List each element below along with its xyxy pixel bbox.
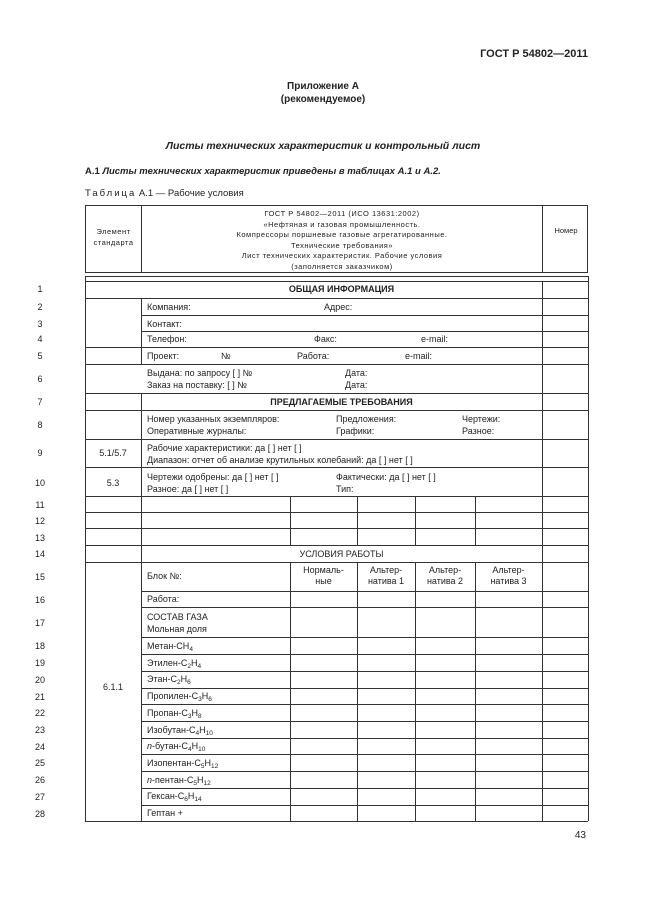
misc-label[interactable]: Разное: (462, 426, 495, 436)
gas-component[interactable]: $n-бутан-C_4H_{10}$ (147, 741, 206, 754)
row-number: 18 (34, 641, 45, 651)
schedules-label[interactable]: Графики: (336, 426, 375, 436)
order-label[interactable]: Заказ на поставку: [ ] № (147, 380, 247, 390)
gas-component[interactable]: Изопентан-$C_5H_{12}$ (147, 757, 219, 770)
grid-line-v (475, 496, 476, 545)
gas-component[interactable]: Пропилен-$C_3H_6$ (147, 691, 212, 704)
col-alt2 (415, 565, 475, 587)
page-number: 43 (574, 830, 586, 841)
header-title-line6: (заполняется заказчиком) (291, 261, 393, 271)
row-number: 8 (37, 420, 43, 430)
project-label[interactable]: Проект: (147, 351, 180, 361)
row-number: 26 (34, 775, 45, 785)
row-number: 6 (37, 374, 43, 384)
header-title-line3: Компрессоры поршневые газовые агрегатированные. (236, 230, 448, 239)
row-number: 14 (34, 549, 45, 559)
grid-line-h (85, 347, 588, 348)
col-alt3 (475, 565, 542, 587)
job-label[interactable]: Работа: (297, 351, 330, 361)
grid-line-h (141, 331, 588, 332)
grid-line-h (85, 276, 588, 277)
grid-line-h (141, 671, 588, 672)
grid-line-h (85, 512, 588, 513)
col-alt2-line1: Альтер- (428, 565, 462, 575)
header-element-column (86, 206, 142, 272)
misc-yes-no-label[interactable]: Разное: да [ ] нет [ ] (147, 484, 229, 494)
logs-label[interactable]: Оперативные журналы: (147, 426, 247, 436)
col-alt1 (357, 565, 415, 587)
grid-line-v (357, 562, 358, 821)
fax-label[interactable]: Факс: (314, 334, 337, 344)
grid-line-h (141, 721, 588, 722)
row-number: 24 (34, 742, 45, 752)
email-label[interactable]: e-mail: (421, 334, 449, 344)
grid-line-h (85, 562, 588, 563)
intro-paragraph (85, 166, 441, 177)
element-6-1-1: 6.1.1 (102, 682, 124, 692)
row-number: 23 (34, 725, 45, 735)
company-label[interactable]: Компания: (147, 302, 191, 312)
header-title-line2: «Нефтяная и газовая промышленность. (263, 219, 421, 229)
section-title: Листы технических характеристик и контрольный лист (165, 140, 481, 152)
row-number: 3 (37, 319, 43, 329)
drawings-approved-label[interactable]: Чертежи одобрены: да [ ] нет [ ] (147, 472, 279, 482)
issued-date-label[interactable]: Дата: (345, 368, 368, 378)
project-number-label[interactable]: № (221, 351, 231, 361)
gas-component[interactable]: $n-пентан-C_5H_{12}$ (147, 774, 211, 787)
row-number: 19 (34, 658, 45, 668)
grid-line-h (141, 688, 588, 689)
type-label[interactable]: Тип: (336, 484, 354, 494)
row-general-info-title: ОБЩАЯ ИНФОРМАЦИЯ (288, 284, 395, 294)
intro-text: Листы технических характеристик приведены в таблицах А.1 и А.2. (102, 166, 441, 177)
grid-line-h (141, 654, 588, 655)
grid-line-h (85, 364, 588, 365)
table-caption-word: Таблица (85, 188, 137, 199)
col-alt3-line1: Альтер- (492, 565, 525, 575)
grid-line-v (542, 281, 543, 821)
gas-component[interactable]: Этилен-$C_2H_4$ (147, 657, 202, 670)
appendix-title: Приложение А (287, 81, 359, 92)
element-5-3: 5.3 (106, 478, 120, 488)
grid-line-h (85, 393, 588, 394)
grid-line-h (141, 315, 588, 316)
row-number: 21 (34, 692, 45, 702)
row-number: 2 (37, 302, 43, 312)
grid-line-h (85, 496, 588, 497)
row-number: 28 (34, 809, 45, 819)
row-number: 12 (34, 516, 45, 526)
row-operating-conditions-title: УСЛОВИЯ РАБОТЫ (299, 549, 384, 559)
mole-fraction-label: Мольная доля (147, 624, 207, 634)
row-number: 1 (37, 284, 43, 294)
grid-line-h (141, 591, 588, 592)
work-label[interactable]: Работа: (147, 594, 180, 604)
grid-line-v (415, 562, 416, 821)
grid-line-h (85, 545, 588, 546)
col-alt3-line2: натива 3 (490, 576, 527, 586)
issued-label[interactable]: Выдана: по запросу [ ] № (147, 368, 253, 378)
grid-line-v (357, 496, 358, 545)
table-header (85, 205, 588, 273)
header-title-line5: Лист технических характеристик. Рабочие условия (241, 251, 443, 260)
row-number: 13 (34, 533, 45, 543)
grid-line-h (141, 754, 588, 755)
grid-line-v (415, 496, 416, 545)
project-email-label[interactable]: e-mail: (405, 351, 433, 361)
address-label[interactable]: Адрес: (324, 302, 353, 312)
grid-line-h (141, 637, 588, 638)
header-title-column (142, 206, 543, 272)
table-caption (85, 188, 244, 199)
grid-line-h (85, 821, 588, 822)
col-alt1-line2: натива 1 (367, 576, 405, 586)
gas-component[interactable]: Изобутан-$C_4H_{10}$ (147, 724, 213, 737)
appendix-subtitle: (рекомендуемое) (280, 94, 366, 105)
col-normal-line2: ные (315, 576, 332, 586)
appendix-heading (0, 80, 646, 106)
row-number: 22 (34, 708, 45, 718)
row-number: 10 (34, 478, 45, 488)
grid-line-h (85, 439, 588, 440)
row-number: 27 (34, 792, 45, 802)
performance-label[interactable]: Рабочие характеристики: да [ ] нет [ ] (147, 443, 302, 453)
row-number: 16 (34, 595, 45, 605)
gas-component[interactable]: Пропан-$C_3H_8$ (147, 707, 202, 720)
range-label[interactable]: Диапазон: отчет об анализе крутильных колебаний: да [ ] нет [ ] (147, 455, 413, 465)
grid-line-h (85, 410, 588, 411)
gas-composition-label: СОСТАВ ГАЗА (147, 612, 208, 622)
col-normal (290, 565, 357, 587)
row-number: 5 (37, 351, 43, 361)
row-number: 4 (37, 334, 43, 344)
grid-line-v (85, 276, 86, 821)
row-number: 17 (34, 618, 45, 628)
gas-component[interactable]: Этан-$C_2H_6$ (147, 674, 191, 687)
drawings-label[interactable]: Чертежи: (462, 414, 501, 424)
copies-label[interactable]: Номер указанных экземпляров: (147, 414, 280, 424)
header-element-line1: Элемент (96, 227, 131, 236)
grid-line-v (475, 562, 476, 821)
grid-line-h (141, 607, 588, 608)
row-number: 9 (37, 448, 43, 458)
table-caption-text: А.1 — Рабочие условия (138, 188, 244, 199)
row-number: 20 (34, 675, 45, 685)
actual-label[interactable]: Фактически: да [ ] нет [ ] (336, 472, 436, 482)
element-5-1-5-7: 5.1/5.7 (99, 448, 127, 458)
col-alt2-line2: натива 2 (426, 576, 464, 586)
header-title-line4: Технические требования» (290, 240, 394, 250)
header-number-column: Номер (554, 226, 578, 235)
grid-line-v (141, 393, 142, 821)
grid-line-h (542, 315, 588, 316)
order-date-label[interactable]: Дата: (345, 380, 368, 390)
row-requirements-title: ПРЕДЛАГАЕМЫЕ ТРЕБОВАНИЯ (270, 397, 413, 407)
unit-number-label[interactable]: Блок №: (147, 571, 182, 581)
row-number: 7 (37, 397, 43, 407)
grid-line-h (85, 298, 588, 299)
grid-line-v (588, 276, 589, 821)
col-normal-line1: Нормаль- (303, 565, 344, 575)
proposals-label[interactable]: Предложения: (336, 414, 397, 424)
grid-line-h (141, 788, 588, 789)
intro-number: А.1 (85, 166, 100, 177)
gas-component[interactable]: Метан-$CH_4$ (147, 641, 193, 653)
gas-component[interactable]: Гексан-$C_6H_{14}$ (147, 791, 202, 804)
row-number: 11 (35, 500, 45, 510)
gas-component[interactable]: Гептан + (147, 808, 183, 818)
grid-line-v (141, 298, 142, 364)
grid-line-h (85, 528, 588, 529)
contact-label[interactable]: Контакт: (147, 319, 182, 329)
col-alt1-line1: Альтер- (369, 565, 403, 575)
grid-line-v (290, 562, 291, 821)
grid-line-h (85, 467, 588, 468)
row-number: 25 (34, 758, 45, 768)
header-title-line1: ГОСТ Р 54802—2011 (ИСО 13631:2002) (264, 209, 420, 218)
header-element-line2: стандарта (93, 238, 134, 247)
grid-line-h (141, 704, 588, 705)
row-number: 15 (34, 572, 45, 582)
grid-line-v (290, 496, 291, 545)
phone-label[interactable]: Телефон: (147, 334, 187, 344)
grid-line-h (141, 805, 588, 806)
grid-line-h (85, 281, 588, 282)
grid-line-h (141, 738, 588, 739)
grid-line-h (141, 771, 588, 772)
document-code: ГОСТ Р 54802—2011 (480, 48, 588, 60)
